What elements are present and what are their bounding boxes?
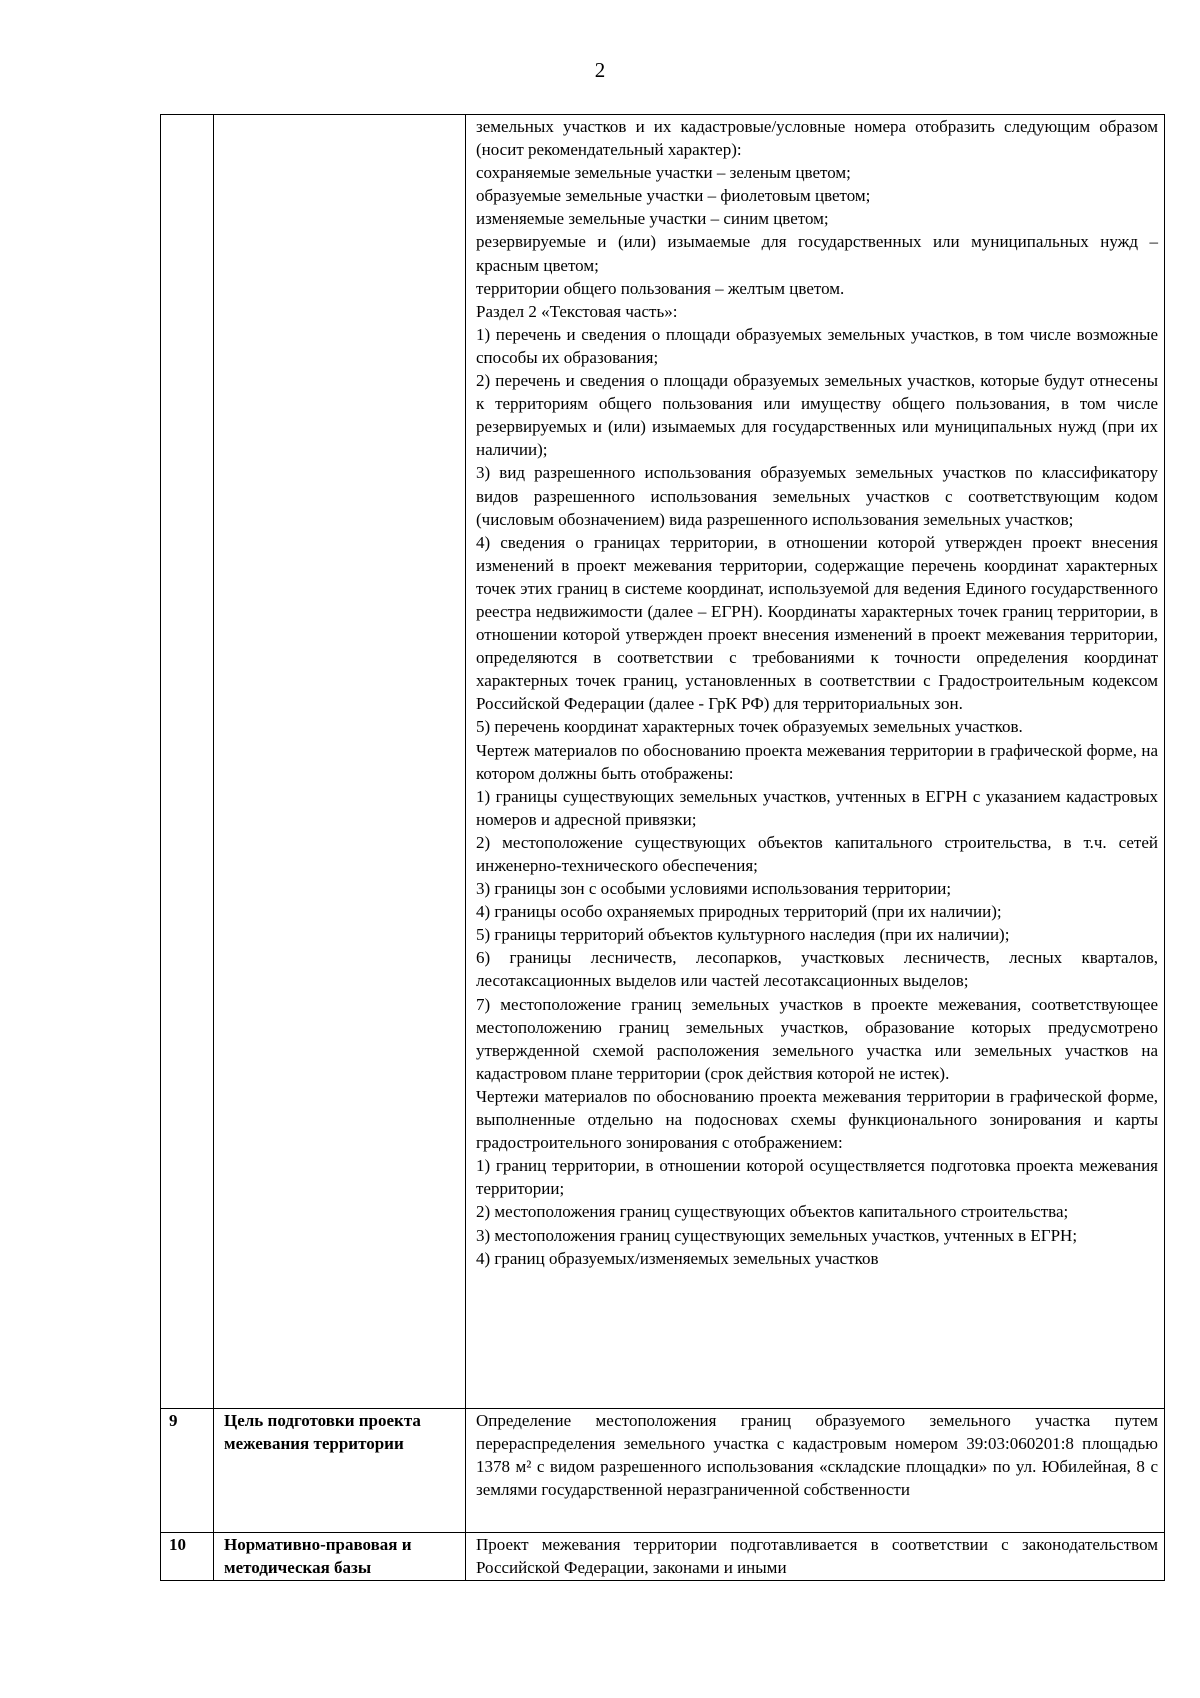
row-description-cell <box>466 115 1165 1409</box>
table-row-10 <box>161 1533 1165 1581</box>
paragraph: Определение местоположения границ образуемого земельного участка путем перераспределения земельного участка с кадастровым номером 39:03:060201:8 площадью 1378 м² с видом разрешенного использования «складские площадки» по ул. Юбилейная, 8 с землями государственной неразграниченной собственности <box>476 1411 1158 1500</box>
row-description-cell <box>466 1533 1165 1581</box>
paragraph: изменяемые земельные участки – синим цветом; <box>476 209 829 229</box>
paragraph: 4) границы особо охраняемых природных территорий (при их наличии); <box>476 902 1002 922</box>
paragraph: 1) перечень и сведения о площади образуемых земельных участков, в том числе возможные способы их образования; <box>476 324 1158 367</box>
table-row-9 <box>161 1409 1165 1533</box>
terms-of-reference-table <box>160 114 1165 1581</box>
paragraph: Проект межевания территории подготавливается в соответствии с законодательством Российской Федерации, законами и иными <box>476 1535 1158 1578</box>
row-number-cell: 9 <box>161 1409 214 1533</box>
paragraph: 3) вид разрешенного использования образуемых земельных участков по классификатору видов разрешенного использования земельных участков с соответствующим кодом (числовым обозначением) вида разрешенного использования земельных участков; <box>476 463 1158 529</box>
paragraph: 3) местоположения границ существующих земельных участков, учтенных в ЕГРН; <box>476 1225 1078 1245</box>
paragraph: образуемые земельные участки – фиолетовым цветом; <box>476 186 871 206</box>
row-description-cell <box>466 1409 1165 1533</box>
paragraph: 4) границ образуемых/изменяемых земельных участков <box>476 1248 879 1268</box>
paragraph: Чертежи материалов по обоснованию проекта межевания территории в графической форме, выполненные отдельно на подосновах схемы функционального зонирования и карты градостроительного зонирования с отображением: <box>476 1086 1158 1153</box>
paragraph: 3) границы зон с особыми условиями использования территории; <box>476 879 952 899</box>
paragraph: земельных участков и их кадастровые/условные номера отобразить следующим образом (носит рекомендательный характер): <box>476 117 1158 160</box>
paragraph: Чертеж материалов по обоснованию проекта межевания территории в графической форме, на котором должны быть отображены: <box>476 740 1158 783</box>
paragraph: резервируемые и (или) изымаемые для государственных или муниципальных нужд – красным цветом; <box>476 232 1158 275</box>
paragraph: Раздел 2 «Текстовая часть»: <box>476 301 678 321</box>
paragraph: территории общего пользования – желтым цветом. <box>476 278 845 298</box>
paragraph: 2) перечень и сведения о площади образуемых земельных участков, которые будут отнесены к территориям общего пользования или имуществу общего пользования, в том числе резервируемых и (или) изымаемых для государственных или муниципальных нужд (при их наличии); <box>476 371 1158 460</box>
paragraph: 7) местоположение границ земельных участков в проекте межевания, соответствующее местоположению границ земельных участков, образование которых предусмотрено утвержденной схемой расположения земельного участка или земельных участков на кадастровом плане территории (срок действия которой не истек). <box>476 994 1158 1083</box>
paragraph: 4) сведения о границах территории, в отношении которой утвержден проект внесения изменений в проект межевания территории, содержащие перечень координат характерных точек этих границ в системе координат, используемой для ведения Единого государственного реестра недвижимости (далее – ЕГРН). Координаты характерных точек границ территории, в отношении которой утвержден проект внесения изменений в проект межевания территории, определяются в соответствии с требованиями к точности определения координат характерных точек границ, установленных в соответствии с Градостроительным кодексом Российской Федерации (далее - ГрК РФ) для территориальных зон. <box>476 532 1158 714</box>
paragraph: 1) границы существующих земельных участков, учтенных в ЕГРН с указанием кадастровых номеров и адресной привязки; <box>476 786 1158 829</box>
page-number: 2 <box>594 58 606 82</box>
paragraph: 5) границы территорий объектов культурного наследия (при их наличии); <box>476 925 1010 945</box>
paragraph: 5) перечень координат характерных точек образуемых земельных участков. <box>476 717 1023 737</box>
row-number-cell: 10 <box>161 1533 214 1581</box>
row-number-cell <box>161 115 214 1409</box>
paragraph: 6) границы лесничеств, лесопарков, участковых лесничеств, лесных кварталов, лесотаксационных выделов или частей лесотаксационных выделов; <box>476 948 1158 991</box>
row-name-cell: Нормативно-правовая и методическая базы <box>214 1533 466 1581</box>
table-row-continued <box>161 115 1165 1409</box>
row-name-cell <box>214 115 466 1409</box>
paragraph: сохраняемые земельные участки – зеленым цветом; <box>476 163 851 183</box>
paragraph: 1) границ территории, в отношении которой осуществляется подготовка проекта межевания территории; <box>476 1156 1158 1199</box>
row-name-cell: Цель подготовки проекта межевания территории <box>214 1409 466 1533</box>
paragraph: 2) местоположение существующих объектов капитального строительства, в т.ч. сетей инженерно-технического обеспечения; <box>476 832 1158 875</box>
paragraph: 2) местоположения границ существующих объектов капитального строительства; <box>476 1202 1069 1222</box>
